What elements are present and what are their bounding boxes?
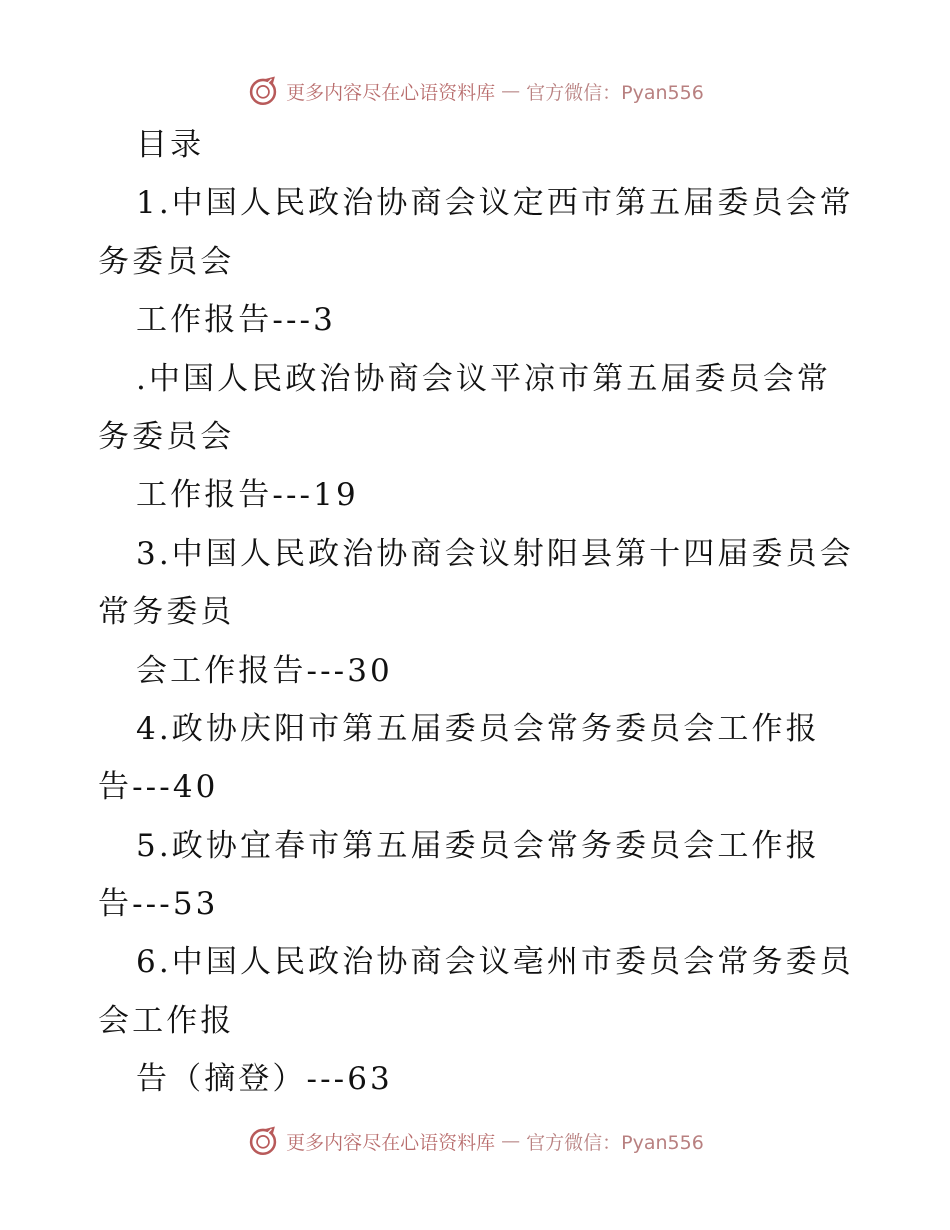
toc-line: 告---40 <box>98 769 219 806</box>
toc-line: 6.中国人民政治协商会议亳州市委员会常务委员 <box>136 944 854 981</box>
toc-line: 1.中国人民政治协商会议定西市第五届委员会常 <box>136 185 854 222</box>
toc-line: .中国人民政治协商会议平凉市第五届委员会常 <box>136 360 831 397</box>
toc-heading: 目录 <box>136 127 205 163</box>
footer-banner <box>0 1121 950 1161</box>
banner-main-text: 更多内容尽在心语资料库 <box>286 1131 496 1154</box>
toc-line: 会工作报告---30 <box>136 652 393 689</box>
banner-wechat-text: 官方微信：Pyan556 <box>526 81 704 104</box>
toc-line: 工作报告---19 <box>136 477 359 514</box>
pen-circle-logo-icon <box>246 1124 280 1158</box>
banner-separator: — <box>501 1130 521 1152</box>
toc-line: 3.中国人民政治协商会议射阳县第十四届委员会 <box>136 535 854 572</box>
banner-wechat-text: 官方微信：Pyan556 <box>526 1131 704 1154</box>
banner-separator: — <box>501 80 521 102</box>
header-banner <box>0 71 950 111</box>
toc-content <box>98 116 858 1109</box>
toc-line: 告（摘登）---63 <box>136 1061 393 1098</box>
banner-main-text: 更多内容尽在心语资料库 <box>286 81 496 104</box>
toc-line: 告---53 <box>98 886 219 923</box>
toc-line: 工作报告---3 <box>136 302 336 339</box>
toc-line: 会工作报 <box>98 1002 235 1039</box>
toc-line: 常务委员 <box>98 594 235 631</box>
toc-line: 5.政协宜春市第五届委员会常务委员会工作报 <box>136 827 820 864</box>
toc-line: 务委员会 <box>98 418 235 455</box>
toc-line: 务委员会 <box>98 243 235 280</box>
toc-line: 4.政协庆阳市第五届委员会常务委员会工作报 <box>136 710 820 747</box>
pen-circle-logo-icon <box>246 74 280 108</box>
